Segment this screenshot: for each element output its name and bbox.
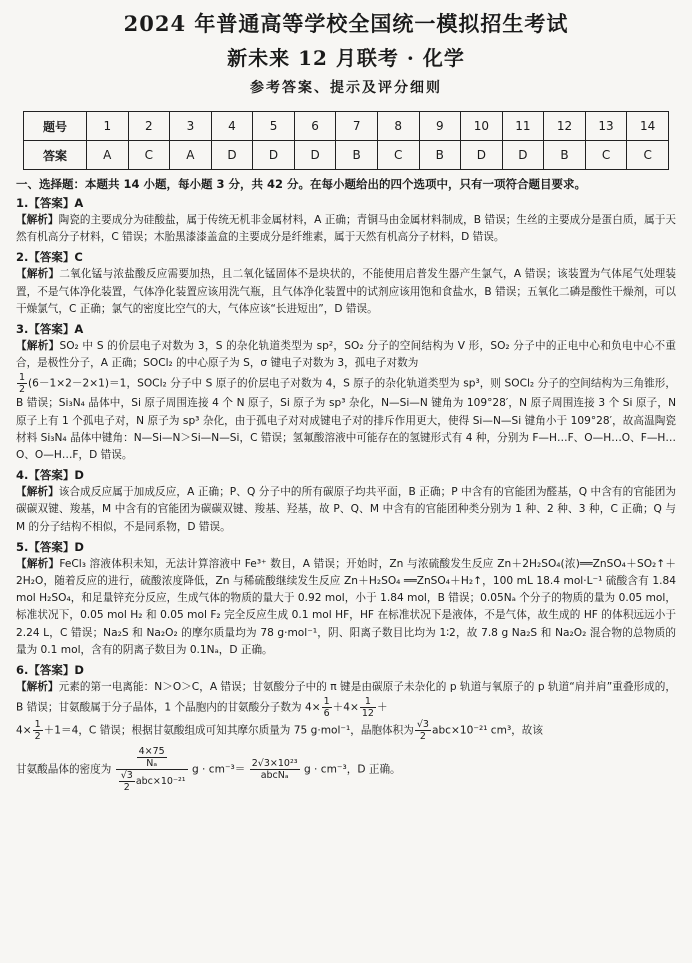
explanation-tag: 【解析】 [16, 214, 59, 226]
answer-cell: A [87, 141, 129, 170]
explanation [16, 266, 676, 318]
question-number: 1 [87, 112, 129, 141]
explanation-text: 陶瓷的主要成分为硅酸盐，属于传统无机非金属材料，A 正确；青铜马由金属材料制成，B 错误；生丝的主要成分是蛋白质，属于天然有机高分子材料，C 错误；木胎黑漆漆盖盒的主要成分是纤维素，属于天然有机高分子材料，D 错误。 [16, 214, 677, 244]
answer-cell: D [502, 141, 544, 170]
compound-fraction: $\frac{4\times 75}{\text{Nₐ}}$ $\frac{√3}{2}$ abc×10⁻²¹ [116, 746, 188, 793]
question-number: 2 [128, 112, 170, 141]
explanation [16, 556, 676, 659]
explanation-tag: 【解析】 [16, 486, 59, 499]
explanation-tag: 【解析】 [16, 681, 59, 694]
answer-cell: B [336, 141, 378, 170]
answer-cell: D [253, 141, 295, 170]
explanation-text: 二氧化锰与浓盐酸反应需要加热，且二氧化锰固体不是块状的，不能使用启普发生器产生氯气，A 错误；该装置为气体尾气处理装置，不是气体净化装置，气体净化装置应该用洗气瓶，且气体净化装置中的试剂应该用饱和食盐水，B 错误；五氧化二磷是酸性干燥剂，可以干燥氯气，C 正确；氯气的密度比空气的大，气体应该“长进短出”，D 错误。 [16, 268, 677, 315]
question-number: 11 [502, 112, 544, 141]
row-label-answer: 答案 [24, 141, 87, 170]
question-5 [16, 539, 676, 659]
question-number: 14 [627, 112, 669, 141]
answer-cell: A [170, 141, 212, 170]
explanation [16, 212, 676, 246]
answer-table-answer-row [24, 141, 669, 170]
answer-line: 3.【答案】A [16, 322, 84, 337]
question-number: 12 [544, 112, 586, 141]
answer-cell: C [585, 141, 627, 170]
fraction: $\frac{√3}{2}$ [416, 719, 429, 743]
explanation-tag: 【解析】 [16, 268, 60, 281]
explanation-text: SO₂ 中 S 的价层电子对数为 3，S 的杂化轨道类型为 sp²，SO₂ 分子的空间结构为 V 形，SO₂ 分子中的正电中心和负电中心不重合，是极性分子，A 正确；SOCl₂ 的中心原子为 S，σ 键电子对数为 3，孤电子对数为 [16, 340, 677, 370]
fraction: $\frac{4\times 75}{\text{Nₐ}}$ [138, 746, 165, 770]
answer-table-number-row [24, 112, 669, 141]
exam-title: 2024 年普通高等学校全国统一模拟招生考试 [123, 11, 569, 36]
explanation-text: 该合成反应属于加成反应，A 正确；P、Q 分子中的所有碳原子均共平面，B 正确；P 中含有的官能团为醛基，Q 中含有的官能团为碳碳双键、羧基，M 中含有的官能团为碳碳双键、羧基、羟基，故 P、Q、M 中含有的官能团种类分别为 1 种、2 种、3 种，C 正确；Q 与 M 的分子结构不相似，不是同系物，D 错误。 [16, 486, 676, 533]
question-number: 4 [211, 112, 253, 141]
answer-cell: B [419, 141, 461, 170]
answer-line: 5.【答案】D [16, 539, 84, 554]
question-number: 3 [170, 112, 212, 141]
doc-heading: 参考答案、提示及评分细则 [250, 80, 442, 96]
question-1 [16, 195, 676, 246]
question-number: 8 [377, 112, 419, 141]
explanation [16, 338, 676, 464]
question-number: 5 [253, 112, 295, 141]
answer-cell: D [461, 141, 503, 170]
answer-cell: B [544, 141, 586, 170]
question-6 [16, 662, 676, 793]
question-3 [16, 321, 676, 464]
question-number: 9 [419, 112, 461, 141]
question-number: 7 [336, 112, 378, 141]
answer-line: 4.【答案】D [16, 468, 84, 483]
explanation [16, 484, 676, 536]
answer-document [0, 8, 692, 963]
explanation-text: (6－1×2－2×1)＝1，SOCl₂ 分子中 S 原子的价层电子对数为 4，S 原子的杂化轨道类型为 sp³，则 SOCl₂ 分子的空间结构为三角锥形，B 错误；Si₃N₄ 晶体中，Si 原子周围连接 4 个 N 原子，Si 原子为 sp³ 杂化，N—Si—N 键角为 109°28′，N 原子周围连接 3 个 Si 原子，N 原子上有 1 个孤电子对，N 原子为 sp³ 杂化，由于孤电子对对成键电子对的排斥作用更大，使得 Si—N—Si 键角小于 109°28′，故高温陶瓷材料 Si₃N₄ 晶体中键角：N—Si—N＞Si—N—Si，C 错误；氢氟酸溶液中可能存在的氢键形式有 4 种，分别为 F—H…F、O—H…O、F—H…O、O—H…F，D 错误。 [16, 377, 676, 462]
question-number: 13 [585, 112, 627, 141]
explanation-tag: 【解析】 [16, 557, 60, 570]
explanation-tag: 【解析】 [16, 340, 60, 353]
fraction: $\frac{1}{2}$ [19, 372, 26, 396]
fraction: $\frac{1}{2}$ [34, 719, 41, 743]
explanation: 【解析】元素的第一电离能：N＞O＞C，A 错误；甘氨酸分子中的 π 键是由碳原子未杂化的 p 轨道与氧原子的 p 轨道“肩并肩”重叠形成的，B 错误；甘氨酸属于分子晶体，1 个晶胞内的甘氨酸分子数为 4× $\frac{1}{6}$ ＋4× $\frac{1}{12}$ ＋ 4× $\frac{1}{2}$ ＋1＝4，C 错误；根据甘氨酸组成可知其摩尔质量为 75 g·mol⁻¹，晶胞体积为 $\frac{√3}{2}$ abc×10⁻²¹ cm³，故该 [16, 681, 677, 743]
question-4 [16, 467, 676, 536]
fraction: $\frac{\text{2√3×10²³}}{\text{abcNₐ}}$ [251, 758, 298, 782]
density-formula: 甘氨酸晶体的密度为 $\frac{4\times 75}{\text{Nₐ}}$ $\frac{√3}{2}$ abc×10⁻²¹ g · cm⁻³＝ $\frac{\text{2√3×10²³}}{\text{abcNₐ}}$ g · cm⁻³，D 正确。 [16, 746, 401, 794]
explanation-text: FeCl₃ 溶液体积未知，无法计算溶液中 Fe³⁺ 数目，A 错误；开始时，Zn 与浓硫酸发生反应 Zn＋2H₂SO₄(浓)══ZnSO₄＋SO₂↑＋2H₂O，随着反应的进行，硫酸浓度降低，Zn 与稀硫酸继续发生反应 Zn＋H₂SO₄ ══ZnSO₄＋H₂↑，100 mL 18.4 mol·L⁻¹ 硫酸含有 1.84 mol H₂SO₄，和足量锌充分反应，生成气体的物质的量大于 0.92 mol，小于 1.84 mol，B 错误；0.05Nₐ 个分子的物质的量为 0.05 mol，标准状况下，0.05 mol H₂ 和 0.05 mol F₂ 完全反应生成 0.1 mol HF，HF 在标准状况下是液体，不是气体，故生成的 HF 的体积远远小于 2.24 L，C 错误；Na₂S 和 Na₂O₂ 的摩尔质量均为 78 g·mol⁻¹，阴、阳离子数目比均为 1∶2，故 7.8 g Na₂S 和 Na₂O₂ 混合物的总物质的量为 0.1 mol，含有的阴离子数目为 0.1Nₐ，D 正确。 [16, 557, 676, 656]
answer-table [23, 111, 669, 170]
row-label-number: 题号 [24, 112, 87, 141]
answer-cell: C [377, 141, 419, 170]
question-number: 10 [461, 112, 503, 141]
explanation-text: 元素的第一电离能：N＞O＞C，A 错误；甘氨酸分子中的 π 键是由碳原子未杂化的 p 轨道与氧原子的 p 轨道“肩并肩”重叠形成的，B 错误；甘氨酸属于分子晶体，1 个晶胞内的甘氨酸分子数为 4× [16, 681, 677, 714]
answer-cell: C [627, 141, 669, 170]
answer-line: 6.【答案】D [16, 663, 84, 678]
fraction: $\frac{1}{6}$ [323, 696, 330, 720]
answer-line: 2.【答案】C [16, 250, 83, 265]
answer-line: 1.【答案】A [16, 196, 84, 210]
question-number: 6 [294, 112, 336, 141]
fraction: $\frac{√3}{2}$ [120, 770, 133, 794]
fraction: $\frac{1}{12}$ [361, 696, 374, 720]
question-2 [16, 249, 676, 318]
exam-subtitle: 新未来 12 月联考 · 化学 [227, 46, 465, 70]
section-heading: 一、选择题：本题共 14 小题，每小题 3 分，共 42 分。在每小题给出的四个选项中，只有一项符合题目要求。 [16, 177, 587, 191]
answer-cell: D [211, 141, 253, 170]
answer-cell: C [128, 141, 170, 170]
answer-cell: D [294, 141, 336, 170]
